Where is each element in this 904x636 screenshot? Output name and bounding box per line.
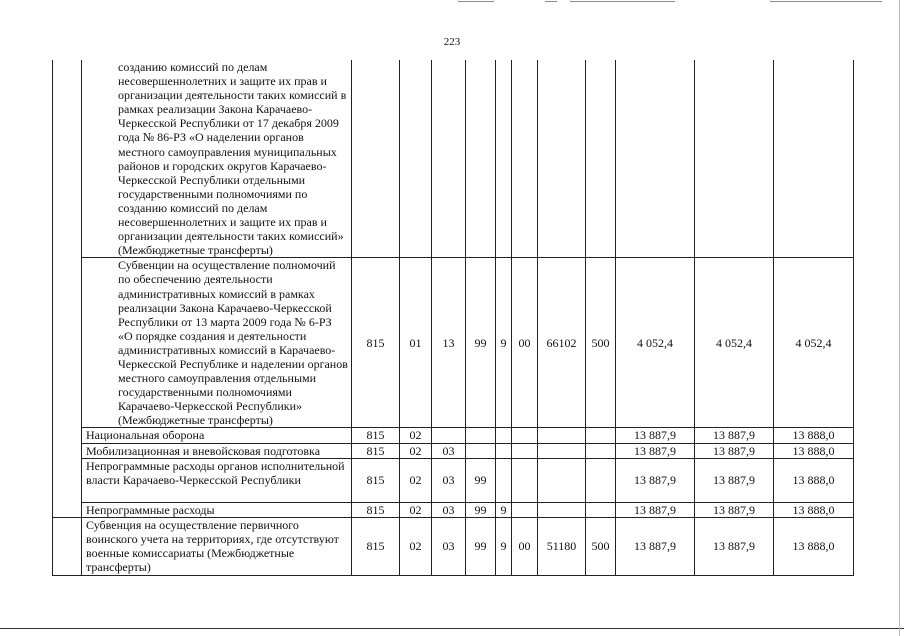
amount-2: 13 887,9: [695, 458, 774, 502]
subsection-code: [432, 60, 466, 258]
bottom-border: [0, 628, 904, 629]
amount-3: 4 052,4: [774, 258, 854, 428]
subsection-code: 03: [432, 443, 466, 458]
amount-1: 13 887,9: [616, 428, 695, 443]
amount-1: 13 887,9: [616, 502, 695, 517]
top-edge-fragment: [458, 1, 494, 2]
program-code: 99: [466, 517, 496, 575]
subprogram-code: [496, 443, 512, 458]
event-code: [512, 458, 538, 502]
amount-2: 13 887,9: [695, 502, 774, 517]
program-code: 99: [466, 502, 496, 517]
subsection-code: 13: [432, 258, 466, 428]
table-row: [53, 258, 854, 428]
amount-1: 13 887,9: [616, 443, 695, 458]
expense-type-code: [586, 458, 616, 502]
program-code: 99: [466, 258, 496, 428]
amount-2: 13 887,9: [695, 428, 774, 443]
top-edge-fragment: [570, 1, 675, 2]
subsection-code: 03: [432, 502, 466, 517]
ministry-code: 815: [352, 428, 400, 443]
section-code: 02: [400, 517, 432, 575]
subprogram-code: [496, 60, 512, 258]
subprogram-code: 9: [496, 502, 512, 517]
amount-2: 13 887,9: [695, 443, 774, 458]
amount-1: 13 887,9: [616, 517, 695, 575]
subprogram-code: [496, 428, 512, 443]
program-code: [466, 443, 496, 458]
subprogram-code: [496, 458, 512, 502]
ministry-code: [352, 60, 400, 258]
section-code: 02: [400, 502, 432, 517]
row-description: Непрограммные расходы: [82, 502, 352, 517]
table-row: [53, 458, 854, 502]
row-description: Субвенции на осуществление полномочий по обеспечению деятельности административных комиссий в рамках реализации Закона Карачаево-Черкесской Республики от 13 марта 2009 года № 6-РЗ «О порядке создания и деятельности административных комиссий в Карачаево-Черкесской Республике и наделении органов местного самоуправления отдельными государственными полномочиями Карачаево-Черкесской Республики» (Межбюджетные трансферты): [82, 258, 352, 428]
ministry-code: 815: [352, 502, 400, 517]
ministry-code: 815: [352, 258, 400, 428]
page-number: 223: [443, 36, 461, 48]
row-marker-cell: [53, 517, 82, 575]
direction-code: [538, 458, 586, 502]
amount-1: [616, 60, 695, 258]
row-description: Мобилизационная и вневойсковая подготовка: [82, 443, 352, 458]
amount-3: [774, 60, 854, 258]
direction-code: [538, 428, 586, 443]
ministry-code: 815: [352, 517, 400, 575]
row-marker-cell: [53, 60, 82, 258]
row-marker-cell: [53, 502, 82, 517]
row-marker-cell: [53, 428, 82, 443]
expense-type-code: [586, 428, 616, 443]
row-description: Национальная оборона: [82, 428, 352, 443]
row-marker-cell: [53, 258, 82, 428]
table-row: [53, 428, 854, 443]
direction-code: [538, 443, 586, 458]
program-code: [466, 428, 496, 443]
row-description: созданию комиссий по делам несовершеннолетних и защите их прав и организации деятельности таких комиссий в рамках реализации Закона Карачаево-Черкесской Республики от 17 декабря 2009 года № 86-РЗ «О наделении органов местного самоуправления муниципальных районов и городских округов Карачаево-Черкесской Республики отдельными государственными полномочиями по созданию комиссий по делам несовершеннолетних и защите их прав и организации деятельности таких комиссий» (Межбюджетные трансферты): [82, 60, 352, 258]
amount-3: 13 888,0: [774, 517, 854, 575]
expense-type-code: [586, 443, 616, 458]
expense-type-code: [586, 502, 616, 517]
right-scan-edge: [899, 0, 900, 636]
row-marker-cell: [53, 443, 82, 458]
ministry-code: 815: [352, 443, 400, 458]
event-code: [512, 60, 538, 258]
direction-code: [538, 60, 586, 258]
amount-2: 13 887,9: [695, 517, 774, 575]
ministry-code: 815: [352, 458, 400, 502]
budget-table: [52, 60, 854, 576]
row-marker-cell: [53, 458, 82, 502]
amount-2: [695, 60, 774, 258]
program-code: [466, 60, 496, 258]
top-edge-fragment: [770, 1, 882, 2]
table-row: [53, 443, 854, 458]
row-description: Субвенция на осуществление первичного воинского учета на территориях, где отсутствуют военные комиссариаты (Межбюджетные трансферты): [82, 517, 352, 575]
table-row: [53, 502, 854, 517]
event-code: 00: [512, 517, 538, 575]
section-code: 02: [400, 428, 432, 443]
section-code: 02: [400, 443, 432, 458]
event-code: [512, 502, 538, 517]
event-code: 00: [512, 258, 538, 428]
table-row: [53, 517, 854, 575]
subsection-code: 03: [432, 458, 466, 502]
section-code: [400, 60, 432, 258]
amount-3: 13 888,0: [774, 458, 854, 502]
event-code: [512, 428, 538, 443]
section-code: 01: [400, 258, 432, 428]
subsection-code: 03: [432, 517, 466, 575]
section-code: 02: [400, 458, 432, 502]
amount-1: 13 887,9: [616, 458, 695, 502]
amount-3: 13 888,0: [774, 502, 854, 517]
direction-code: 66102: [538, 258, 586, 428]
amount-3: 13 888,0: [774, 443, 854, 458]
direction-code: 51180: [538, 517, 586, 575]
row-description: Непрограммные расходы органов исполнительной власти Карачаево-Черкесской Республики: [82, 458, 352, 502]
amount-3: 13 888,0: [774, 428, 854, 443]
amount-2: 4 052,4: [695, 258, 774, 428]
expense-type-code: [586, 60, 616, 258]
table-row: [53, 60, 854, 258]
expense-type-code: 500: [586, 517, 616, 575]
program-code: 99: [466, 458, 496, 502]
expense-type-code: 500: [586, 258, 616, 428]
event-code: [512, 443, 538, 458]
amount-1: 4 052,4: [616, 258, 695, 428]
subprogram-code: 9: [496, 517, 512, 575]
direction-code: [538, 502, 586, 517]
subsection-code: [432, 428, 466, 443]
top-edge-fragment: [545, 1, 557, 2]
subprogram-code: 9: [496, 258, 512, 428]
